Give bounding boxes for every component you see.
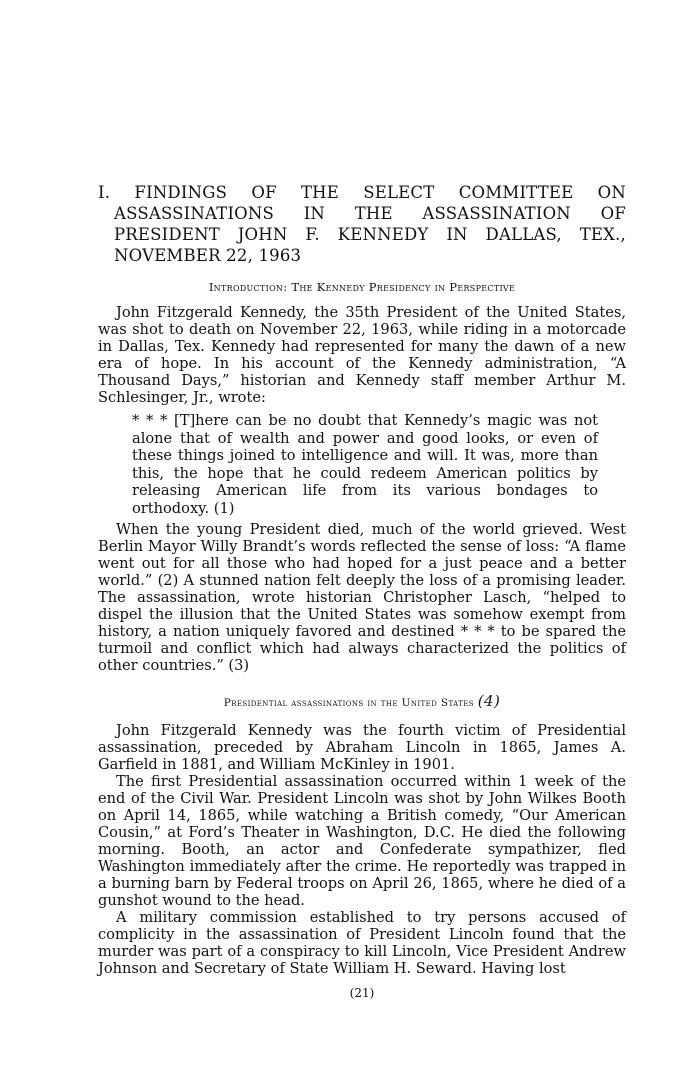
- section-heading: [98, 692, 626, 710]
- section-footnote-ref: (4): [477, 692, 501, 710]
- document-page: [98, 182, 626, 1000]
- paragraph-commission: A military commission established to try persons accused of complicity in the assassination of President Lincoln found that the murder was part of a conspiracy to kill Lincoln, Vice President Andrew Johnson and Secretary of State William H. Seward. Having lost: [98, 909, 626, 977]
- paragraph-lincoln: The first Presidential assassination occurred within 1 week of the end of the Civil War. President Lincoln was shot by John Wilkes Booth on April 14, 1865, while watching a British comedy, “Our American Cousin,” at Ford’s Theater in Washington, D.C. He died the following morning. Booth, an actor and Confederate sympathizer, fled Washington immediately after the crime. He reportedly was trapped in a burning barn by Federal troops on April 26, 1865, where he died of a gunshot wound to the head.: [98, 773, 626, 909]
- page-number: (21): [349, 986, 375, 1000]
- block-quote: * * * [T]here can be no doubt that Kennedy’s magic was not alone that of wealth and power and good looks, or even of these things joined to intelligence and will. It was, more than this, the hope that he could redeem American politics by releasing American life from its various bondages to orthodoxy. (1): [132, 412, 598, 517]
- paragraph-fourth-victim: John Fitzgerald Kennedy was the fourth victim of Presidential assassination, preceded by Abraham Lincoln in 1865, James A. Garfield in 1881, and William McKinley in 1901.: [98, 722, 626, 773]
- section-heading-text: Presidential assassinations in the United States: [223, 697, 474, 709]
- paragraph-brandt: When the young President died, much of the world grieved. West Berlin Mayor Willy Brandt’s words reflected the sense of loss: “A flame went out for all those who had hoped for a just peace and a better world.” (2) A stunned nation felt deeply the loss of a promising leader. The assassination, wrote historian Christopher Lasch, “helped to dispel the illusion that the United States was somehow exempt from history, a nation uniquely favored and destined * * * to be spared the turmoil and conflict which had always characterized the politics of other countries.” (3): [98, 521, 626, 674]
- intro-heading: Introduction: The Kennedy Presidency in Perspective: [208, 280, 516, 294]
- chapter-title: I. FINDINGS OF THE SELECT COMMITTEE ON ASSASSINATIONS IN THE ASSASSINATION OF PRESIDENT JOHN F. KENNEDY IN DALLAS, TEX., NOVEMBER 22, 1963: [98, 183, 626, 265]
- paragraph-intro: John Fitzgerald Kennedy, the 35th President of the United States, was shot to death on November 22, 1963, while riding in a motorcade in Dallas, Tex. Kennedy had represented for many the dawn of a new era of hope. In his account of the Kennedy administration, “A Thousand Days,” historian and Kennedy staff member Arthur M. Schlesinger, Jr., wrote:: [98, 304, 626, 406]
